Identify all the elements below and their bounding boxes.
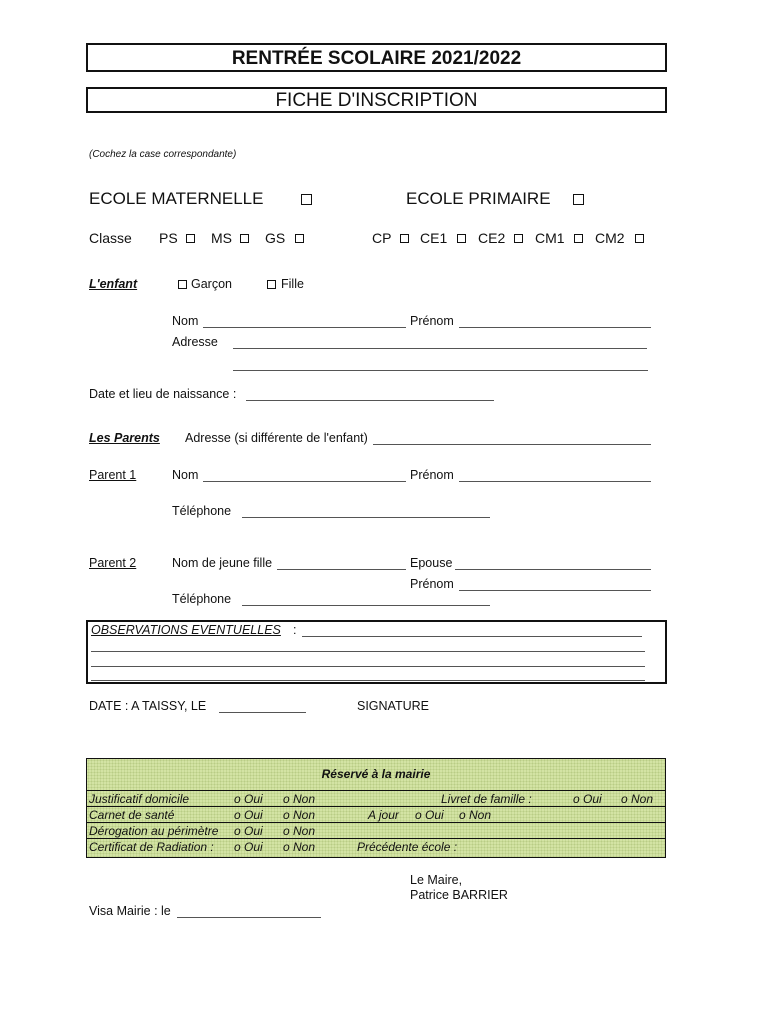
parent2-label: Parent 2 (89, 556, 137, 570)
livret-oui[interactable]: o Oui (573, 792, 602, 806)
observations-line-4[interactable] (91, 680, 645, 681)
parent2-nom-jeune-fille-label: Nom de jeune fille (172, 556, 273, 570)
parent2-prenom-field[interactable] (459, 590, 651, 591)
form-subtitle: FICHE D'INSCRIPTION (86, 87, 667, 113)
maire-name: Patrice BARRIER (410, 888, 508, 902)
enfant-adresse-field-1[interactable] (233, 348, 647, 349)
level-ce1: CE1 (420, 230, 448, 246)
visa-mairie-label: Visa Mairie : le (89, 904, 171, 918)
level-gs-checkbox[interactable] (295, 234, 304, 243)
parent2-epouse-field[interactable] (455, 569, 651, 570)
level-cm1: CM1 (535, 230, 565, 246)
justificatif-label: Justificatif domicile (89, 792, 190, 806)
parent2-telephone-label: Téléphone (172, 592, 232, 606)
observations-colon: : (293, 623, 297, 637)
observations-line-2[interactable] (91, 651, 645, 652)
level-cm2: CM2 (595, 230, 625, 246)
level-ps: PS (159, 230, 178, 246)
visa-mairie-field[interactable] (177, 917, 321, 918)
livret-label: Livret de famille : (441, 792, 532, 806)
parent1-nom-field[interactable] (203, 481, 406, 482)
parent1-prenom-field[interactable] (459, 481, 651, 482)
level-gs: GS (265, 230, 286, 246)
mairie-reserved-box (86, 758, 666, 858)
level-ce2-checkbox[interactable] (514, 234, 523, 243)
carnet-label: Carnet de santé (89, 808, 175, 822)
level-cm2-checkbox[interactable] (635, 234, 644, 243)
level-ps-checkbox[interactable] (186, 234, 195, 243)
justificatif-non[interactable]: o Non (283, 792, 316, 806)
level-cp-checkbox[interactable] (400, 234, 409, 243)
parent1-telephone-label: Téléphone (172, 504, 232, 518)
ecole-maternelle-checkbox[interactable] (301, 194, 312, 205)
parent2-epouse-label: Epouse (410, 556, 453, 570)
parents-heading: Les Parents (89, 431, 160, 445)
certificat-oui[interactable]: o Oui (234, 840, 263, 854)
derogation-oui[interactable]: o Oui (234, 824, 263, 838)
level-cm1-checkbox[interactable] (574, 234, 583, 243)
parent2-prenom-label: Prénom (410, 577, 454, 591)
certificat-label: Certificat de Radiation : (89, 840, 214, 854)
livret-non[interactable]: o Non (621, 792, 654, 806)
mairie-row-certificat (87, 838, 665, 854)
mairie-title: Réservé à la mairie (321, 767, 431, 781)
level-ce2: CE2 (478, 230, 506, 246)
maire-role: Le Maire, (410, 873, 463, 887)
signature-label: SIGNATURE (357, 699, 429, 713)
mairie-row-derogation (87, 822, 665, 838)
parent2-nom-jeune-fille-field[interactable] (277, 569, 406, 570)
certificat-non[interactable]: o Non (283, 840, 316, 854)
derogation-non[interactable]: o Non (283, 824, 316, 838)
garcon-label: Garçon (191, 277, 232, 291)
mairie-row-justificatif (87, 790, 665, 806)
derogation-label: Dérogation au périmètre (89, 824, 219, 838)
date-label: DATE : A TAISSY, LE (89, 699, 207, 713)
observations-label: OBSERVATIONS EVENTUELLES (91, 623, 281, 637)
parent1-telephone-field[interactable] (242, 517, 490, 518)
a-jour-label: A jour (368, 808, 399, 822)
ecole-primaire-label: ECOLE PRIMAIRE (406, 189, 551, 208)
parent1-label: Parent 1 (89, 468, 137, 482)
enfant-adresse-field-2[interactable] (233, 370, 648, 371)
fille-checkbox[interactable] (267, 280, 276, 289)
garcon-checkbox[interactable] (178, 280, 187, 289)
enfant-nom-field[interactable] (203, 327, 406, 328)
parent2-telephone-field[interactable] (242, 605, 490, 606)
ecole-primaire-checkbox[interactable] (573, 194, 584, 205)
parents-adresse-field[interactable] (373, 444, 651, 445)
naissance-label: Date et lieu de naissance : (89, 387, 237, 401)
form-title: RENTRÉE SCOLAIRE 2021/2022 (86, 43, 667, 72)
enfant-prenom-label: Prénom (410, 314, 454, 328)
a-jour-non[interactable]: o Non (459, 808, 492, 822)
enfant-heading: L'enfant (89, 277, 138, 291)
carnet-oui[interactable]: o Oui (234, 808, 263, 822)
level-ms: MS (211, 230, 232, 246)
enfant-adresse-label: Adresse (172, 335, 218, 349)
a-jour-oui[interactable]: o Oui (415, 808, 444, 822)
parent1-prenom-label: Prénom (410, 468, 454, 482)
carnet-non[interactable]: o Non (283, 808, 316, 822)
fille-label: Fille (281, 277, 304, 291)
enfant-nom-label: Nom (172, 314, 199, 328)
precedente-ecole-label: Précédente école : (357, 840, 458, 854)
ecole-maternelle-label: ECOLE MATERNELLE (89, 189, 264, 208)
level-ce1-checkbox[interactable] (457, 234, 466, 243)
observations-line-3[interactable] (91, 666, 645, 667)
naissance-field[interactable] (246, 400, 494, 401)
enfant-prenom-field[interactable] (459, 327, 651, 328)
parents-adresse-label: Adresse (si différente de l'enfant) (185, 431, 368, 445)
instruction-text: (Cochez la case correspondante) (89, 149, 237, 160)
date-field[interactable] (219, 712, 306, 713)
observations-box[interactable] (86, 620, 667, 684)
justificatif-oui[interactable]: o Oui (234, 792, 263, 806)
mairie-row-carnet (87, 806, 665, 822)
parent1-nom-label: Nom (172, 468, 199, 482)
classe-label: Classe (89, 230, 132, 246)
level-ms-checkbox[interactable] (240, 234, 249, 243)
observations-line-1[interactable] (302, 636, 642, 637)
level-cp: CP (372, 230, 392, 246)
